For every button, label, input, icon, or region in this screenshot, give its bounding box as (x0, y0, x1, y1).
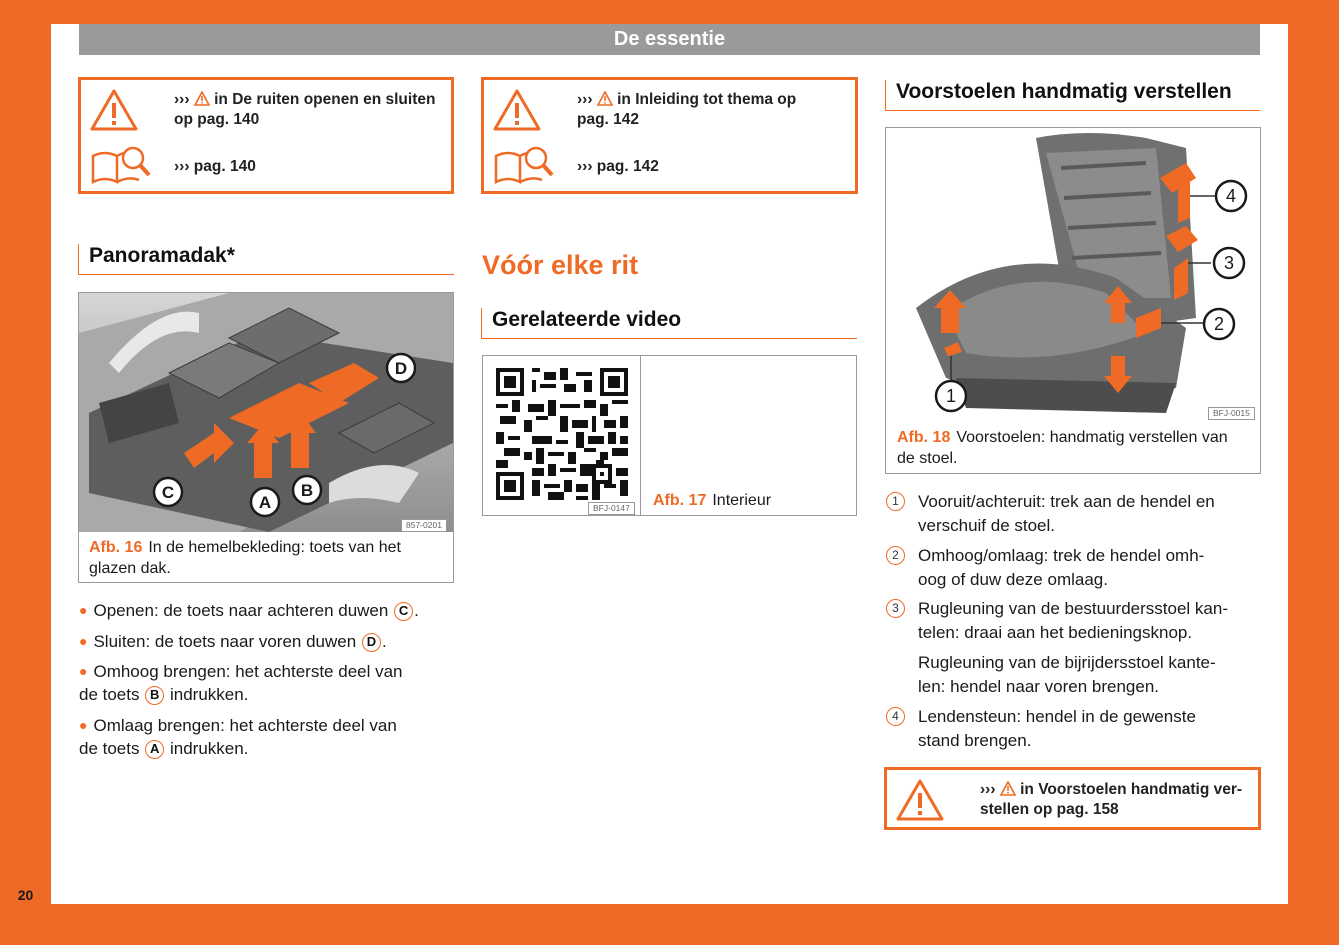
book-magnifier-icon (492, 144, 556, 186)
bullet-sluiten: ● Sluiten: de toets naar voren duwen D . (79, 632, 387, 651)
figure-code: BFJ-0015 (1208, 407, 1255, 420)
section-heading-voorstoelen: Voorstoelen handmatig verstellen (885, 80, 1260, 111)
figure-caption: Afb. 17 Interieur (653, 492, 772, 509)
section-heading-video: Gerelateerde video (481, 308, 857, 339)
bullet-omlaag: ● Omlaag brengen: het achterste deel van de toets A indrukken. (79, 716, 397, 758)
warning-inline-icon (597, 91, 613, 106)
roof-console-illustration (79, 293, 453, 532)
bullet-openen: ● Openen: de toets naar achteren duwen C . (79, 601, 419, 620)
book-magnifier-icon (89, 144, 153, 186)
figure-code: 857-0201 (401, 519, 447, 532)
figure-label-1: 1 (945, 386, 957, 406)
seat-illustration (886, 128, 1260, 421)
page-number: 20 (17, 887, 34, 903)
marker-b: B (145, 686, 164, 705)
warning-icon (895, 778, 945, 822)
figure-seat (885, 127, 1261, 474)
reference-warning-text: ››› in Inleiding tot thema op pag. 142 (577, 91, 797, 128)
marker-a: A (145, 740, 164, 759)
reference-warning-text: ››› in Voorstoelen handmatig ver- stellen op pag. 158 (980, 781, 1243, 818)
figure-caption: Afb. 18 Voorstoelen: handmatig verstellen van de stoel. (897, 429, 1228, 467)
figure-caption: Afb. 16 In de hemelbekleding: toets van het glazen dak. (89, 539, 401, 577)
figure-label-3: 3 (1223, 253, 1235, 273)
reference-page-link[interactable]: ››› pag. 140 (174, 158, 256, 175)
figure-video (482, 355, 857, 516)
figure-roof-console (78, 292, 454, 583)
warning-icon (89, 88, 139, 132)
big-heading-voor-elke-rit: Vóór elke rit (482, 250, 639, 280)
figure-label-c: C (161, 483, 175, 502)
warning-inline-icon (1000, 781, 1016, 796)
figure-label-4: 4 (1225, 186, 1237, 206)
warning-inline-icon (194, 91, 210, 106)
reference-box-3 (884, 767, 1261, 830)
figure-label-b: B (300, 481, 314, 500)
warning-icon (492, 88, 542, 132)
qr-code[interactable] (496, 368, 628, 500)
reference-box-1 (78, 77, 454, 194)
reference-page-link[interactable]: ››› pag. 142 (577, 158, 659, 175)
bullet-omhoog: ● Omhoog brengen: het achterste deel van de toets B indrukken. (79, 662, 403, 704)
figure-label-2: 2 (1213, 314, 1225, 334)
figure-label-d: D (394, 359, 408, 378)
reference-warning-text: ››› in De ruiten openen en sluiten op pag. 140 (174, 91, 436, 128)
page-header: De essentie (79, 24, 1260, 55)
marker-d: D (362, 633, 381, 652)
section-heading-panoramadak: Panoramadak* (78, 244, 454, 275)
figure-label-a: A (258, 493, 272, 512)
figure-code: BFJ-0147 (588, 502, 635, 515)
marker-c: C (394, 602, 413, 621)
reference-box-2 (481, 77, 858, 194)
